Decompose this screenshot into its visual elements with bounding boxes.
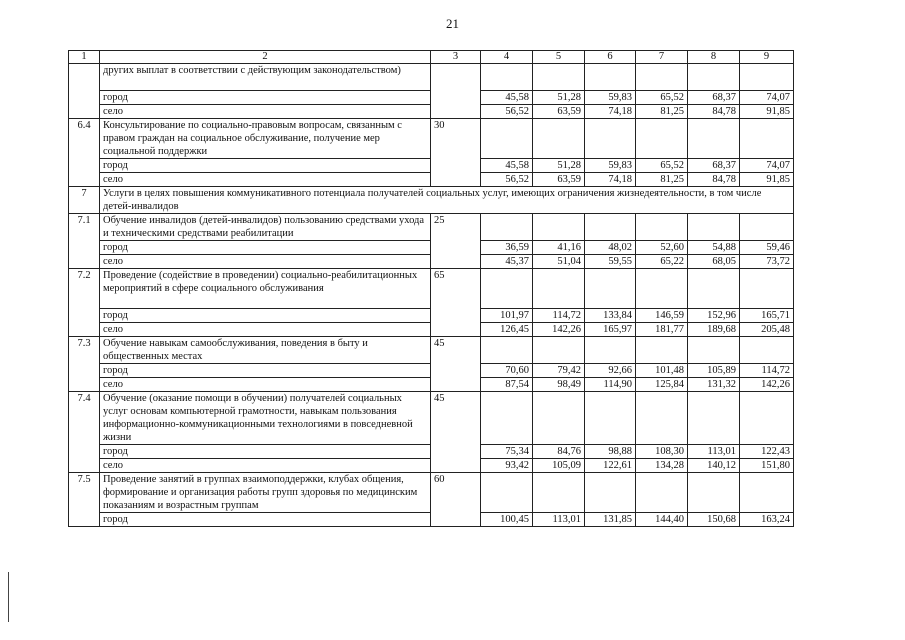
- cost-cell: 36,59: [481, 241, 533, 255]
- cost-cell: 98,49: [533, 378, 585, 392]
- cost-cell: 131,32: [688, 378, 740, 392]
- cost-cell: 100,45: [481, 513, 533, 527]
- time-norm: 25: [431, 214, 481, 269]
- cost-cell: 63,59: [533, 105, 585, 119]
- page-number: 21: [446, 16, 459, 31]
- cost-cell: 140,12: [688, 459, 740, 473]
- cost-cell: 108,30: [636, 445, 688, 459]
- cost-cell: 65,22: [636, 255, 688, 269]
- cost-cell: 142,26: [740, 378, 794, 392]
- cost-cell: 105,89: [688, 364, 740, 378]
- service-description: Обучение (оказание помощи в обучении) получателей социальных услуг основам компьютерной грамотности, навыкам пользования информационно-коммуникационными технологиями в повседневной жизни: [100, 392, 431, 445]
- time-norm: 60: [431, 473, 481, 527]
- cost-cell: 114,72: [533, 309, 585, 323]
- location-label: город: [100, 241, 431, 255]
- col-header: 5: [533, 51, 585, 64]
- cost-cell: 87,54: [481, 378, 533, 392]
- col-header: 3: [431, 51, 481, 64]
- col-header: 7: [636, 51, 688, 64]
- cost-cell: 81,25: [636, 105, 688, 119]
- col-header: 9: [740, 51, 794, 64]
- service-description: Консультирование по социально-правовым вопросам, связанным с правом граждан на социальное обслуживание, получение мер социальной поддержки: [100, 119, 431, 159]
- cost-cell: 205,48: [740, 323, 794, 337]
- cost-cell: 84,78: [688, 173, 740, 187]
- cost-cell: 65,52: [636, 159, 688, 173]
- cost-cell: 165,97: [585, 323, 636, 337]
- location-label: город: [100, 364, 431, 378]
- cost-cell: 51,28: [533, 91, 585, 105]
- tariff-table: [68, 50, 794, 527]
- cost-cell: 59,55: [585, 255, 636, 269]
- cost-cell: 114,72: [740, 364, 794, 378]
- cost-cell: 105,09: [533, 459, 585, 473]
- cost-cell: 146,59: [636, 309, 688, 323]
- row-number: 7.2: [69, 269, 100, 337]
- column-header-row: [69, 51, 794, 64]
- cost-cell: 74,07: [740, 159, 794, 173]
- location-label: село: [100, 323, 431, 337]
- cost-cell: 91,85: [740, 105, 794, 119]
- section-number: 7: [69, 187, 100, 214]
- cost-cell: 68,37: [688, 159, 740, 173]
- cost-cell: 81,25: [636, 173, 688, 187]
- cost-cell: 59,46: [740, 241, 794, 255]
- cost-cell: 142,26: [533, 323, 585, 337]
- cost-cell: 51,04: [533, 255, 585, 269]
- cost-cell: 114,90: [585, 378, 636, 392]
- time-norm: 65: [431, 269, 481, 337]
- row-number: 7.3: [69, 337, 100, 392]
- cost-cell: 133,84: [585, 309, 636, 323]
- table-row: [69, 392, 794, 445]
- cost-cell: 84,76: [533, 445, 585, 459]
- location-label: город: [100, 513, 431, 527]
- cost-cell: 122,61: [585, 459, 636, 473]
- col-header: 6: [585, 51, 636, 64]
- cost-cell: 75,34: [481, 445, 533, 459]
- cost-cell: 41,16: [533, 241, 585, 255]
- table-row: [69, 269, 794, 309]
- service-description: Проведение (содействие в проведении) социально-реабилитационных мероприятий в сфере социального обслуживания: [100, 269, 431, 309]
- table-row: [69, 337, 794, 364]
- cost-cell: 54,88: [688, 241, 740, 255]
- cost-cell: 70,60: [481, 364, 533, 378]
- time-norm: 45: [431, 337, 481, 392]
- cost-cell: 122,43: [740, 445, 794, 459]
- cost-cell: 150,68: [688, 513, 740, 527]
- table-row: [69, 119, 794, 159]
- cost-cell: 74,07: [740, 91, 794, 105]
- cost-cell: 189,68: [688, 323, 740, 337]
- table-row: [69, 214, 794, 241]
- service-description: других выплат в соответствии с действующим законодательством): [100, 64, 431, 91]
- time-norm: 45: [431, 392, 481, 473]
- cost-cell: 113,01: [533, 513, 585, 527]
- cost-cell: 74,18: [585, 173, 636, 187]
- location-label: город: [100, 91, 431, 105]
- cost-cell: 48,02: [585, 241, 636, 255]
- time-norm: 30: [431, 119, 481, 187]
- cost-cell: 59,83: [585, 159, 636, 173]
- cost-cell: 73,72: [740, 255, 794, 269]
- row-number: [69, 64, 100, 119]
- cost-cell: 165,71: [740, 309, 794, 323]
- cost-cell: 131,85: [585, 513, 636, 527]
- cost-cell: 92,66: [585, 364, 636, 378]
- section-row: [69, 187, 794, 214]
- cost-cell: 68,37: [688, 91, 740, 105]
- col-header: 4: [481, 51, 533, 64]
- location-label: село: [100, 459, 431, 473]
- cost-cell: 144,40: [636, 513, 688, 527]
- cost-cell: 74,18: [585, 105, 636, 119]
- cost-cell: 51,28: [533, 159, 585, 173]
- location-label: село: [100, 105, 431, 119]
- cost-cell: 125,84: [636, 378, 688, 392]
- cost-cell: 152,96: [688, 309, 740, 323]
- cost-cell: 59,83: [585, 91, 636, 105]
- cost-cell: 65,52: [636, 91, 688, 105]
- table-row: [69, 473, 794, 513]
- cost-cell: 98,88: [585, 445, 636, 459]
- row-number: 7.1: [69, 214, 100, 269]
- cost-cell: 45,58: [481, 159, 533, 173]
- service-description: Обучение инвалидов (детей-инвалидов) пользованию средствами ухода и техническими средствами реабилитации: [100, 214, 431, 241]
- col-header: 2: [100, 51, 431, 64]
- cost-cell: 93,42: [481, 459, 533, 473]
- location-label: город: [100, 309, 431, 323]
- row-number: 7.5: [69, 473, 100, 527]
- cost-cell: 56,52: [481, 173, 533, 187]
- row-number: 7.4: [69, 392, 100, 473]
- cost-cell: 79,42: [533, 364, 585, 378]
- cost-cell: 113,01: [688, 445, 740, 459]
- location-label: город: [100, 445, 431, 459]
- margin-mark: [8, 572, 9, 622]
- location-label: село: [100, 255, 431, 269]
- col-header: 1: [69, 51, 100, 64]
- location-label: село: [100, 173, 431, 187]
- service-description: Обучение навыкам самообслуживания, поведения в быту и общественных местах: [100, 337, 431, 364]
- table-row: [69, 64, 794, 91]
- cost-cell: 151,80: [740, 459, 794, 473]
- cost-cell: 126,45: [481, 323, 533, 337]
- cost-cell: 163,24: [740, 513, 794, 527]
- col-header: 8: [688, 51, 740, 64]
- cost-cell: 84,78: [688, 105, 740, 119]
- cost-cell: 181,77: [636, 323, 688, 337]
- section-title: Услуги в целях повышения коммуникативного потенциала получателей социальных услуг, имеющих ограничения жизнедеятельности, в том числе детей-инвалидов: [100, 187, 794, 214]
- row-number: 6.4: [69, 119, 100, 187]
- cost-cell: 91,85: [740, 173, 794, 187]
- cost-cell: 52,60: [636, 241, 688, 255]
- cost-cell: 45,58: [481, 91, 533, 105]
- location-label: город: [100, 159, 431, 173]
- cost-cell: 68,05: [688, 255, 740, 269]
- cost-cell: 134,28: [636, 459, 688, 473]
- cost-cell: 101,97: [481, 309, 533, 323]
- service-description: Проведение занятий в группах взаимоподдержки, клубах общения, формирование и организация работы групп здоровья по медицинским показаниям и возрастным группам: [100, 473, 431, 513]
- cost-cell: 45,37: [481, 255, 533, 269]
- cost-cell: 101,48: [636, 364, 688, 378]
- cost-cell: 56,52: [481, 105, 533, 119]
- cost-cell: 63,59: [533, 173, 585, 187]
- time-norm: [431, 64, 481, 119]
- location-label: село: [100, 378, 431, 392]
